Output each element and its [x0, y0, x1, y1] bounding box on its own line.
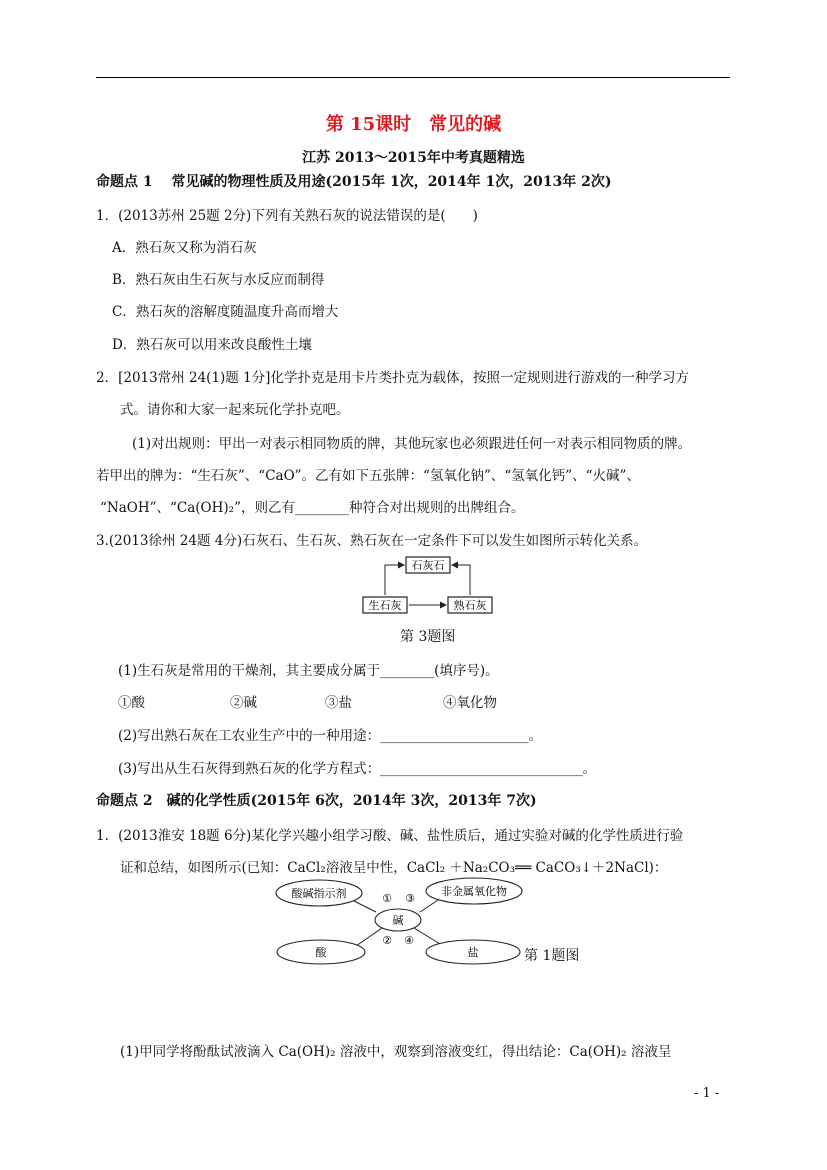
- num-2: ②: [382, 934, 392, 947]
- q3-caption: 第 3题图: [400, 629, 456, 645]
- q2-line3: (1)对出规则：甲出一对表示相同物质的牌，其他玩家也必须跟进任何一对表示相同物质的牌。: [132, 436, 692, 452]
- header-rule: [96, 77, 730, 78]
- num-4: ④: [404, 934, 414, 947]
- q3-choice-1: ①酸: [118, 695, 145, 711]
- label-quicklime: 生石灰: [368, 599, 402, 612]
- s2-q1-sub1: (1)甲同学将酚酞试液滴入 Ca(OH)₂ 溶液中，观察到溶液变红，得出结论：Ca(OH)₂ 溶液呈: [120, 1044, 672, 1060]
- q1-stem: 1．(2013苏州 25题 2分)下列有关熟石灰的说法错误的是( ): [96, 208, 478, 224]
- section2-heading: 命题点 2 碱的化学性质(2015年 6次，2014年 3次，2013年 7次): [96, 793, 537, 809]
- q1-option-a: A．熟石灰又称为消石灰: [112, 240, 257, 256]
- line-center-bottomright: [414, 928, 440, 944]
- q2-line5: “NaOH”、“Ca(OH)₂”，则乙有________种符合对出规则的出牌组合。: [100, 500, 525, 516]
- num-3: ③: [405, 892, 415, 905]
- q1-option-c: C．熟石灰的溶解度随温度升高而增大: [112, 304, 339, 320]
- label-base: 碱: [392, 914, 404, 927]
- label-nonmetal-oxide: 非金属氧化物: [441, 885, 507, 898]
- section1-heading: 命题点 1 常见碱的物理性质及用途(2015年 1次，2014年 1次，2013年 2次): [96, 174, 612, 190]
- page-subtitle: 江苏 2013～2015年中考真题精选: [302, 150, 525, 166]
- label-salt: 盐: [467, 946, 479, 959]
- q1-option-b: B．熟石灰由生石灰与水反应而制得: [112, 272, 325, 288]
- q3-choice-2: ②碱: [230, 695, 257, 711]
- s2-q1-line2: 证和总结，如图所示(已知：CaCl₂溶液呈中性，CaCl₂ ＋Na₂CO₃══ CaCO₃↓＋2NaCl)：: [120, 860, 668, 876]
- label-acid: 酸: [315, 946, 327, 959]
- page-title: 第 15课时 常见的碱: [325, 114, 502, 135]
- q3-sub1: (1)生石灰是常用的干燥剂，其主要成分属于________(填序号)。: [118, 663, 499, 679]
- q3-choice-4: ④氧化物: [443, 695, 497, 711]
- label-slakedlime: 熟石灰: [453, 599, 487, 612]
- conversion-diagram: [358, 554, 498, 618]
- s2-q1-line1: 1．(2013淮安 18题 6分)某化学兴趣小组学习酸、碱、盐性质后，通过实验对碱的化学性质进行验: [96, 828, 684, 844]
- q3-stem: 3.(2013徐州 24题 4分)石灰石、生石灰、熟石灰在一定条件下可以发生如图所示转化关系。: [96, 533, 648, 549]
- q3-sub3: (3)写出从生石灰得到熟石灰的化学方程式：______________________________。: [118, 761, 597, 777]
- num-1: ①: [382, 892, 392, 905]
- s2-q1-caption: 第 1题图: [524, 948, 580, 964]
- arrow-slakedlime-to-limestone: [452, 565, 470, 595]
- q2-line2: 式。请你和大家一起来玩化学扑克吧。: [120, 402, 350, 418]
- line-center-bottomleft: [356, 928, 382, 946]
- page-number: - 1 -: [694, 1086, 720, 1101]
- q2-line4: 若甲出的牌为：“生石灰”、“CaO”。乙有如下五张牌：“氢氧化钠”、“氢氧化钙”、“火碱”、: [96, 468, 640, 484]
- label-indicator: 酸碱指示剂: [291, 887, 347, 900]
- q1-option-d: D．熟石灰可以用来改良酸性土壤: [112, 337, 312, 353]
- base-properties-diagram: [272, 876, 526, 972]
- q3-choice-3: ③盐: [325, 695, 352, 711]
- q3-sub2: (2)写出熟石灰在工农业生产中的一种用途：______________________。: [118, 728, 543, 744]
- label-limestone: 石灰石: [411, 559, 445, 572]
- arrow-quicklime-to-limestone: [385, 565, 404, 595]
- q2-line1: 2．[2013常州 24(1)题 1分]化学扑克是用卡片类扑克为载体，按照一定规则进行游戏的一种学习方: [96, 370, 689, 386]
